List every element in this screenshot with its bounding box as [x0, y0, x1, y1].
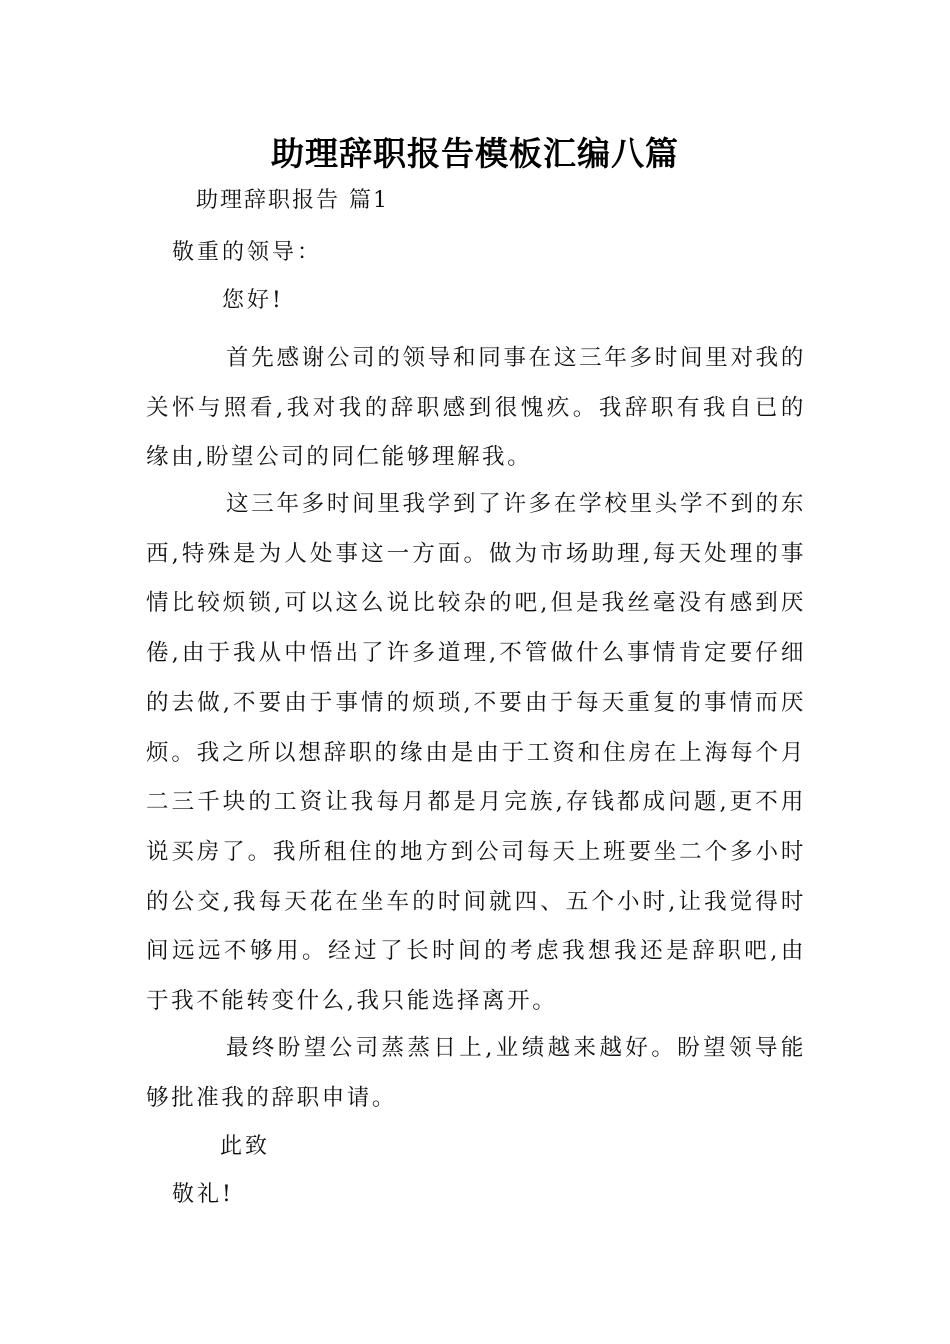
body-paragraph: 最终盼望公司蒸蒸日上,业绩越来越好。盼望领导能够批准我的辞职申请。	[146, 1035, 806, 1111]
closing-regards: 敬礼!	[172, 1182, 234, 1207]
body-paragraph: 首先感谢公司的领导和同事在这三年多时间里对我的关怀与照看,我对我的辞职感到很愧疚。我辞职有我自已的缘由,盼望公司的同仁能够理解我。	[146, 345, 806, 471]
section-title: 助理辞职报告 篇1	[196, 188, 389, 213]
greeting: 您好!	[222, 288, 284, 313]
body-paragraph: 这三年多时间里我学到了许多在学校里头学不到的东西,特殊是为人处事这一方面。做为市场助理,每天处理的事情比较烦锁,可以这么说比较杂的吧,但是我丝毫没有感到厌倦,由于我从中悟出了许多道理,不管做什么事情肯定要仔细的去做,不要由于事情的烦琐,不要由于每天重复的事情而厌烦。我之所以想辞职的缘由是由于工资和住房在上海每个月二三千块的工资让我每月都是月完族,存钱都成问题,更不用说买房了。我所租住的地方到公司每天上班要坐二个多小时的公交,我每天花在坐车的时间就四、五个小时,让我觉得时间远远不够用。经过了长时间的考虑我想我还是辞职吧,由于我不能转变什么,我只能选择离开。	[146, 491, 806, 1015]
document-title: 助理辞职报告模板汇编八篇	[271, 134, 679, 173]
closing-line: 此致	[220, 1134, 271, 1159]
salutation: 敬重的领导：	[172, 240, 323, 265]
